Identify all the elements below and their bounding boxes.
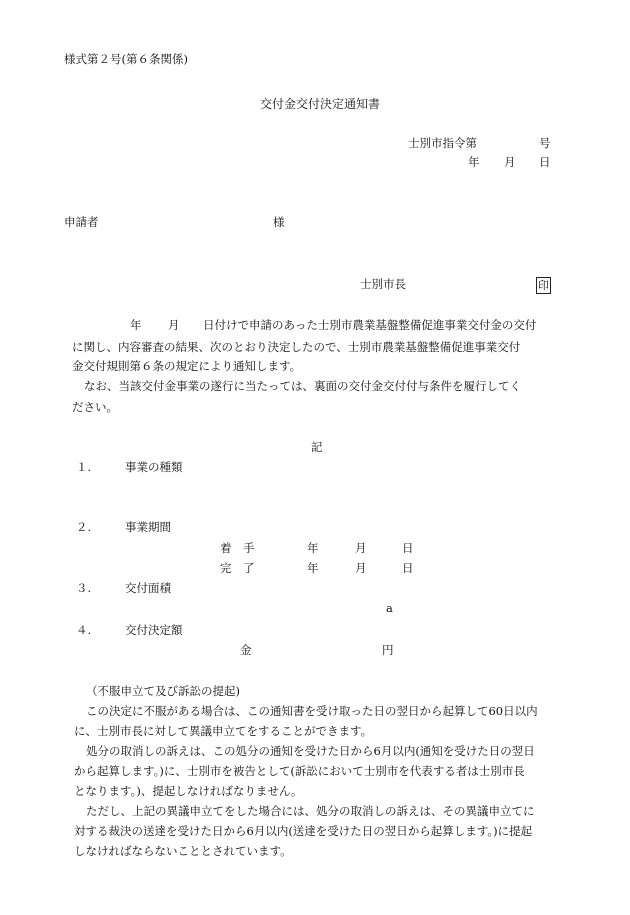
item-number: ４. [76, 623, 92, 637]
item-label: 交付決定額 [125, 623, 183, 637]
appeal-line: 対する裁決の送達を受けた日から6月以内(送達を受けた日の翌日から起算します。)に提起 [74, 824, 533, 838]
period-start-month: 月 [355, 541, 367, 555]
document-title: 交付金交付決定通知書 [260, 97, 381, 111]
item-label: 事業期間 [125, 520, 171, 534]
period-end-day: 日 [402, 561, 414, 575]
body-line-4: なお、当該交付金事業の遂行に当たっては、裏面の交付金交付付与条件を履行してく [84, 379, 521, 393]
period-start-label: 着 手 [220, 541, 255, 555]
appeal-line: しなければならないこととされています。 [74, 844, 292, 858]
period-end-month: 月 [355, 561, 367, 575]
period-end-label: 完 了 [220, 561, 255, 575]
appeal-line: となります。)、提起しなければなりません。 [74, 784, 303, 798]
body-date-year: 年 [130, 318, 142, 332]
item-number: ２. [76, 520, 92, 534]
appeal-line: 処分の取消しの訴えは、この処分の通知を受けた日から6月以内(通知を受けた日の翌日 [86, 744, 535, 758]
doc-date-year: 年 [468, 155, 480, 169]
doc-number-suffix: 号 [539, 136, 551, 150]
area-unit: a [386, 601, 393, 615]
appeal-line: この決定に不服がある場合は、この通知書を受け取った日の翌日から起算して60日以内 [86, 704, 538, 718]
applicant-honorific: 様 [273, 215, 285, 229]
item-label: 事業の種類 [125, 460, 183, 474]
body-date-month: 月 [168, 318, 180, 332]
body-line-2: に関し、内容審査の結果、次のとおり決定したので、士別市農業基盤整備促進事業交付 [72, 340, 521, 354]
item-number: ３. [76, 581, 92, 595]
doc-number-prefix: 士別市指令第 [408, 136, 477, 150]
item-number: １. [76, 460, 92, 474]
amount-unit: 円 [382, 643, 394, 657]
period-start-day: 日 [402, 541, 414, 555]
appeal-line: ただし、上記の異議申立てをした場合には、処分の取消しの訴えは、その異議申立てに [86, 804, 535, 818]
period-end-year: 年 [307, 561, 319, 575]
body-line-1: 日付けで申請のあった士別市農業基盤整備促進事業交付金の交付 [203, 318, 537, 332]
appeal-line: から起算します。)に、士別市を被告として(訴訟において士別市を代表する者は士別市長 [74, 764, 525, 778]
ki-mark: 記 [311, 440, 323, 454]
appeal-line: に、士別市長に対して異議申立てをすることができます。 [74, 724, 373, 738]
form-label: 様式第２号(第６条関係) [64, 52, 188, 66]
appeal-heading: （不服申立て及び訴訟の提起) [86, 684, 240, 698]
period-start-year: 年 [307, 541, 319, 555]
body-line-5: ださい。 [72, 400, 118, 414]
doc-date-day: 日 [539, 155, 551, 169]
item-label: 交付面積 [125, 581, 171, 595]
amount-prefix: 金 [240, 643, 252, 657]
issuer-name: 士別市長 [360, 277, 406, 291]
doc-date-month: 月 [504, 155, 516, 169]
body-line-3: 金交付規則第６条の規定により通知します。 [72, 359, 302, 373]
applicant-label: 申請者 [64, 215, 99, 229]
seal-mark: 印 [538, 279, 549, 292]
